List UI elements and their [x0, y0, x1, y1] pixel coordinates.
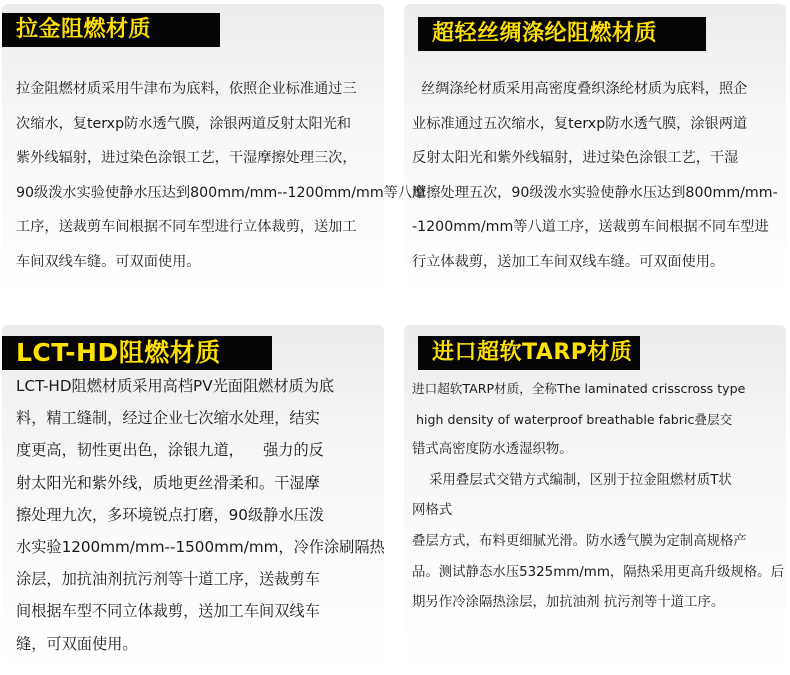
section-title-silk-polyester: 超轻丝绸涤纶阻燃材质	[418, 17, 706, 51]
body-line: 丝绸涤纶材质采用高密度叠织涤纶材质为底料，照企	[412, 81, 748, 97]
section-title-lct-hd: LCT-HD阻燃材质	[2, 336, 272, 370]
body-line: 涂层，加抗油剂抗污剂等十道工序，送裁剪车	[16, 570, 320, 589]
body-line: 拉金阻燃材质采用牛津布为底料，依照企业标准通过三	[16, 81, 357, 97]
section-body-lajin	[16, 72, 426, 279]
body-line: 间根据车型不同立体裁剪，送加工车间双线车	[16, 602, 320, 621]
body-line: 期另作冷涂隔热涂层，加抗油剂 抗污剂等十道工序。	[412, 595, 725, 611]
body-line: 缝，可双面使用。	[16, 634, 138, 653]
body-line: 次缩水，复terxp防水透气膜，涂银两道反射太阳光和	[16, 115, 352, 132]
body-line: 工序，送裁剪车间根据不同车型进行立体裁剪，送加工	[16, 219, 357, 235]
body-line: 业标准通过五次缩水，复terxp防水透气膜，涂银两道	[412, 115, 748, 132]
body-line: high density of waterproof breathable fabric叠层交	[412, 411, 733, 427]
section-body-lct-hd	[16, 370, 385, 660]
body-line: 摩擦处理五次，90级泼水实验使静水压达到800mm/mm-	[412, 184, 778, 201]
body-line: 反射太阳光和紫外线辐射，进过染色涂银工艺，干湿	[412, 150, 739, 166]
body-line: 进口超软TARP材质，全称The laminated crisscross type	[412, 381, 746, 396]
body-line: 车间双线车缝。可双面使用。	[16, 253, 201, 270]
section-title-tarp: 进口超软TARP材质	[418, 336, 640, 370]
body-line: LCT-HD阻燃材质采用高档PV光面阻燃材质为底	[16, 377, 335, 395]
body-line: 度更高，韧性更出色，涂银九道， 强力的反	[16, 441, 324, 460]
body-line: 采用叠层式交错方式编制，区别于拉金阻燃材质T状	[412, 472, 732, 488]
body-line: 射太阳光和紫外线，质地更丝滑柔和。干湿摩	[16, 473, 320, 492]
body-line: 水实验1200mm/mm--1500mm/mm，冷作涂刷隔热	[16, 538, 385, 557]
body-line: 90级泼水实验使静水压达到800mm/mm--1200mm/mm等八道	[16, 184, 427, 201]
section-body-silk-polyester	[412, 72, 778, 279]
body-line: 紫外线辐射，进过染色涂银工艺，干湿摩擦处理三次，	[16, 150, 357, 166]
body-line: 网格式	[412, 503, 453, 519]
body-line: 料，精工缝制，经过企业七次缩水处理，结实	[16, 409, 320, 428]
section-body-tarp	[412, 374, 784, 619]
body-line: 叠层方式，布料更细腻光滑。防水透气膜为定制高规格产	[412, 533, 747, 549]
body-line: 擦处理九次，多环境锐点打磨，90级静水压泼	[16, 505, 324, 524]
body-line: 错式高密度防水透湿织物。	[412, 442, 573, 458]
body-line: 行立体裁剪，送加工车间双线车缝。可双面使用。	[412, 253, 725, 270]
section-title-lajin: 拉金阻燃材质	[2, 13, 220, 47]
body-line: -1200mm/mm等八道工序，送裁剪车间根据不同车型进	[412, 219, 769, 235]
body-line: 品。测试静态水压5325mm/mm，隔热采用更高升级规格。后	[412, 564, 784, 580]
